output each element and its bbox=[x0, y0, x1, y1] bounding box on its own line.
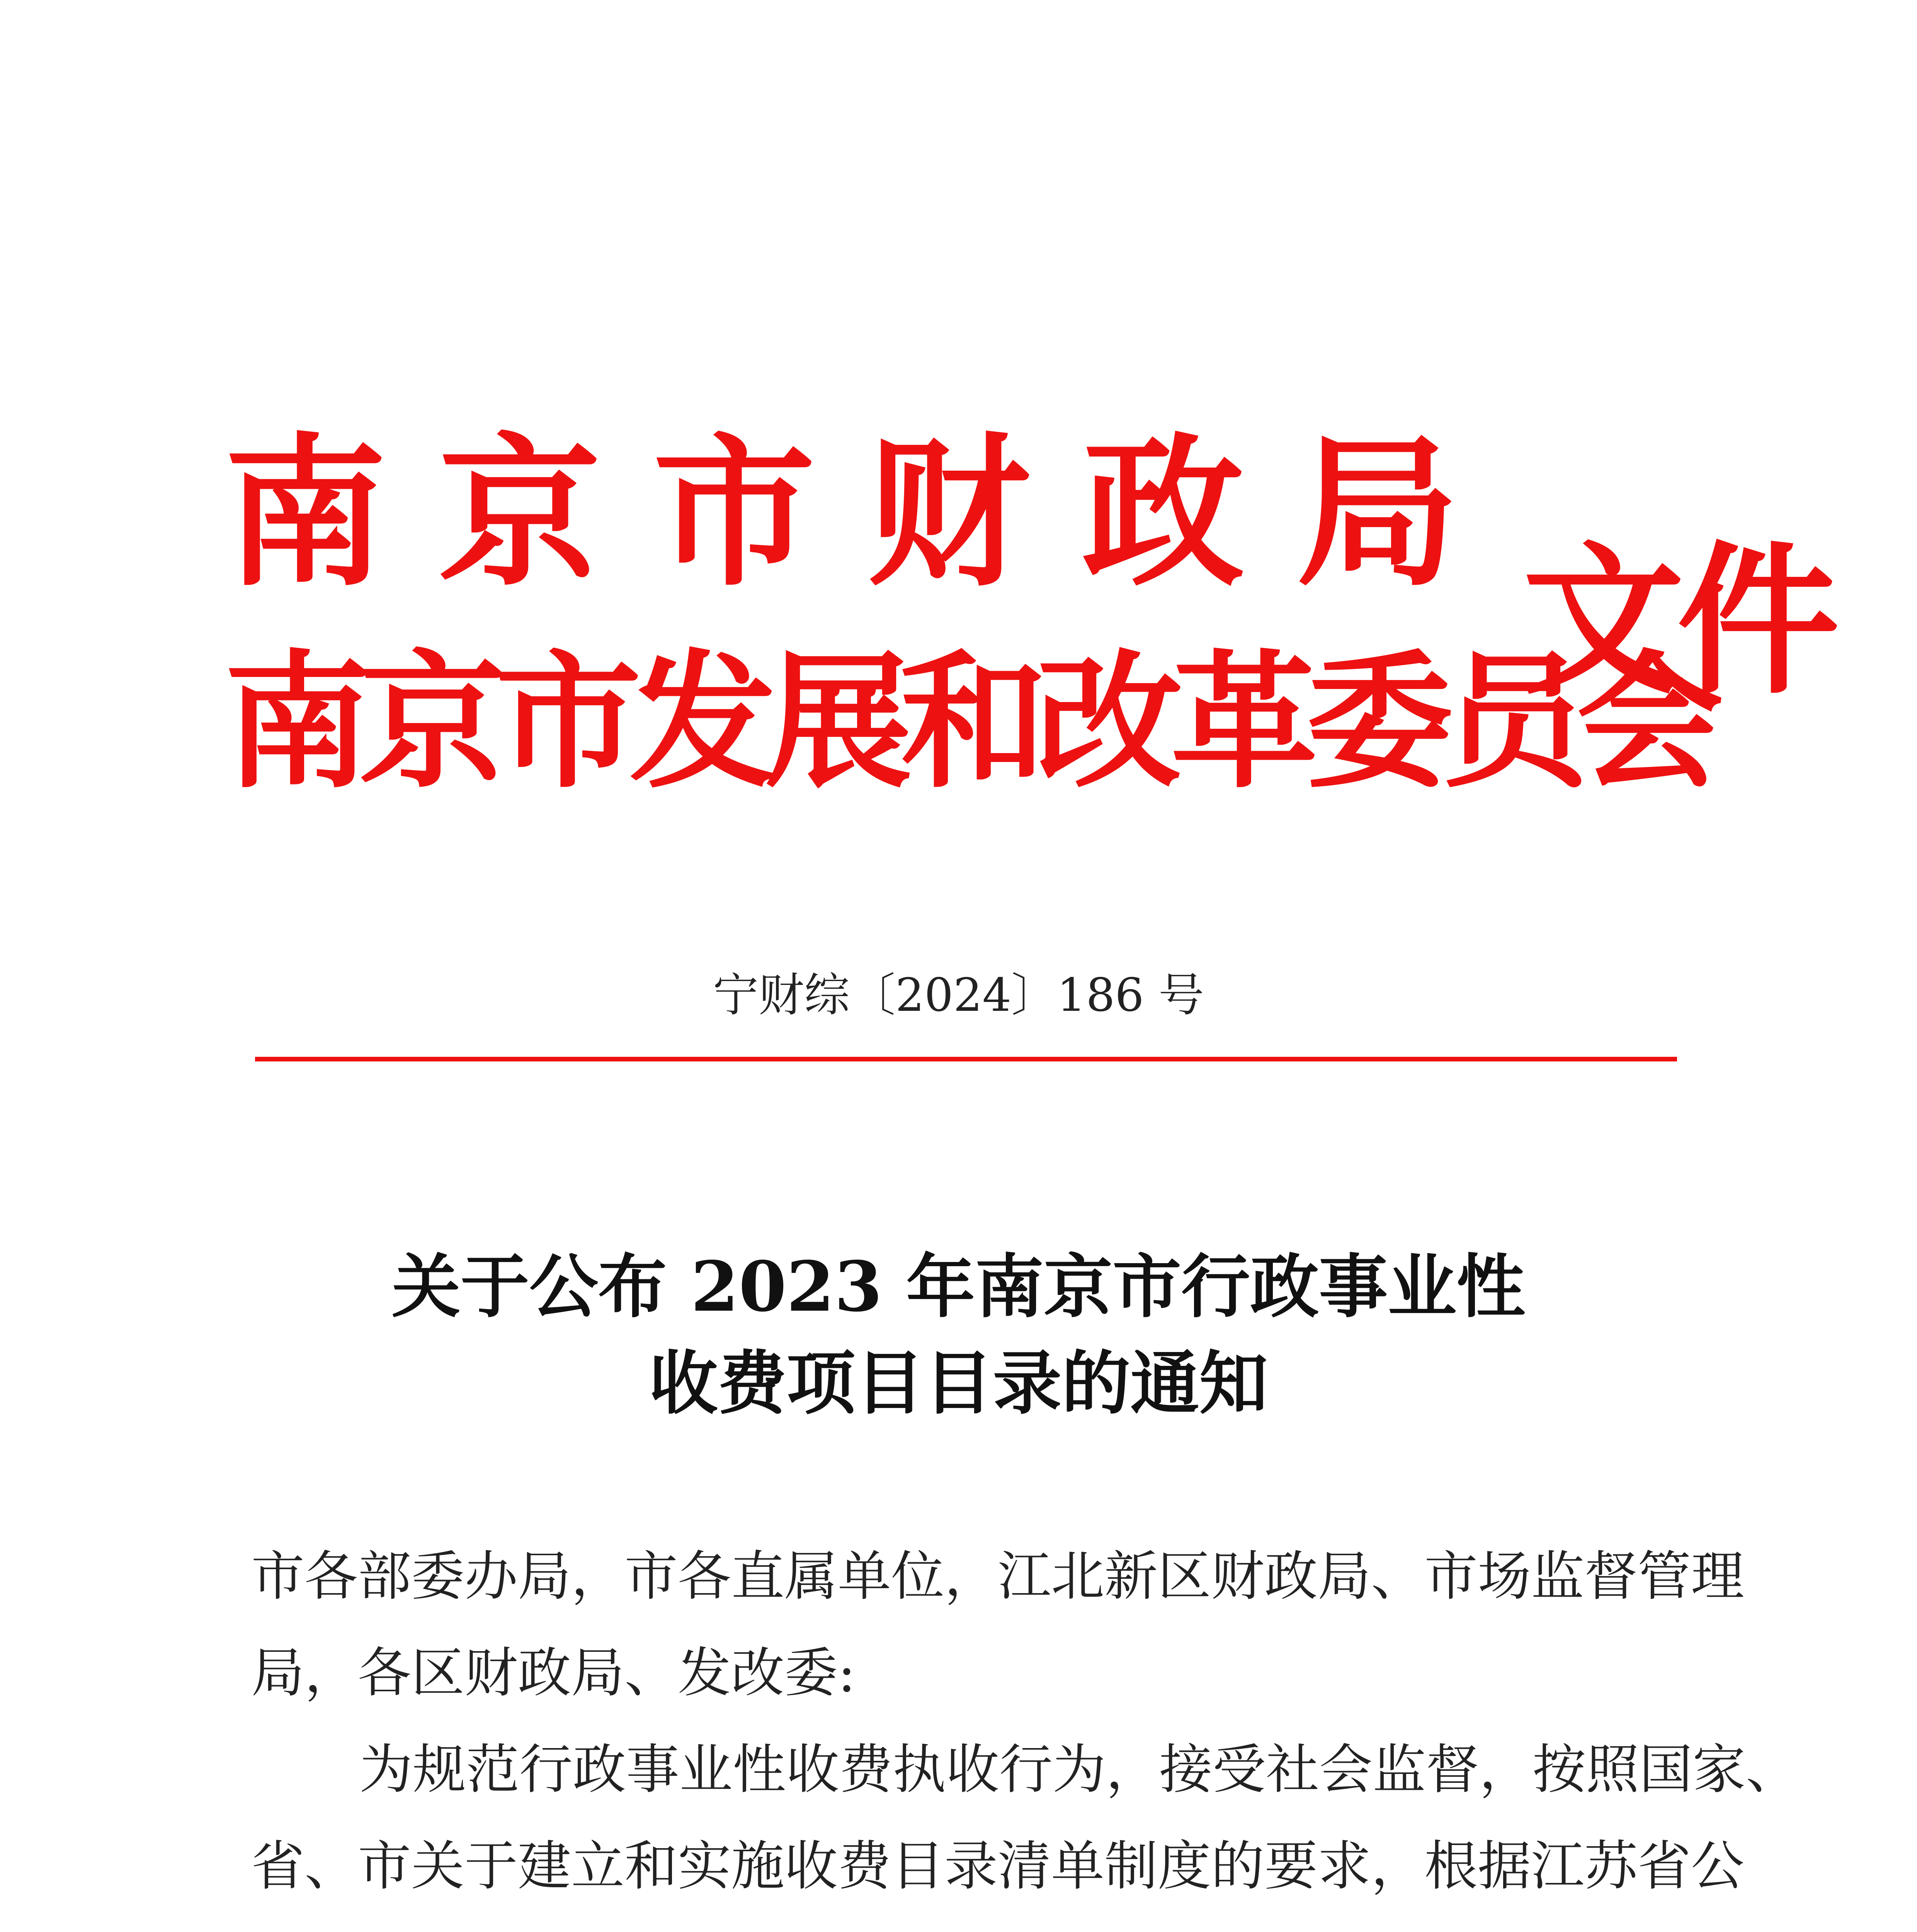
body-line: 市各部委办局，市各直属单位，江北新区财政局、市场监督管理 bbox=[251, 1545, 1745, 1607]
body-line: 局，各区财政局、发改委: bbox=[251, 1642, 856, 1704]
issuer-finance-bureau: 南京市财政局 bbox=[224, 419, 1511, 608]
issuer-development-reform-commission: 南京市发展和改革委员会 bbox=[224, 637, 1712, 808]
red-divider-line bbox=[255, 1057, 1677, 1061]
document-number: 宁财综〔2024〕186 号 bbox=[713, 968, 1204, 1022]
header-document-label: 文件 bbox=[1522, 527, 1832, 716]
notice-title-line-2: 收费项目目录的通知 bbox=[649, 1343, 1268, 1423]
notice-title-line-1: 关于公布 2023 年南京市行政事业性 bbox=[391, 1246, 1526, 1327]
body-line: 为规范行政事业性收费执收行为，接受社会监督，按照国家、 bbox=[359, 1738, 1800, 1801]
body-line: 省、市关于建立和实施收费目录清单制度的要求，根据江苏省公 bbox=[251, 1835, 1745, 1897]
